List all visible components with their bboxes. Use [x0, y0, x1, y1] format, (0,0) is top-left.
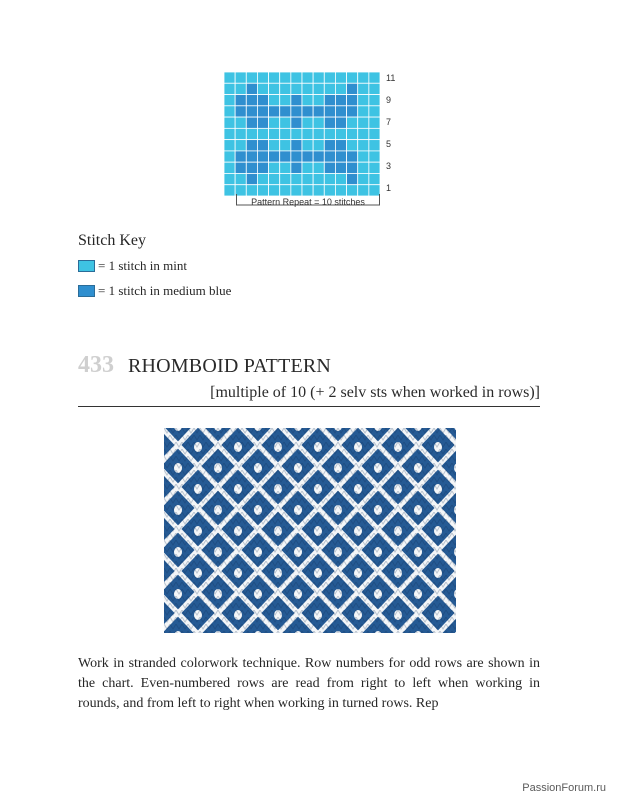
chart-cell-mint	[335, 72, 346, 83]
chart-cell-mint	[302, 117, 313, 128]
chart-cell-mint	[291, 173, 302, 184]
chart-cell-mint	[302, 72, 313, 83]
chart-cell-mint	[235, 173, 246, 184]
chart-cell-medium-blue	[347, 95, 358, 106]
chart-cell-mint	[269, 117, 280, 128]
chart-cell-medium-blue	[257, 117, 268, 128]
chart-cell-mint	[280, 72, 291, 83]
chart-cell-mint	[358, 95, 369, 106]
chart-cell-medium-blue	[235, 151, 246, 162]
chart-cell-medium-blue	[347, 173, 358, 184]
chart-cell-mint	[313, 162, 324, 173]
chart-cell-medium-blue	[347, 83, 358, 94]
chart-cell-mint	[224, 151, 235, 162]
chart-cell-medium-blue	[269, 151, 280, 162]
chart-cell-mint	[224, 83, 235, 94]
pattern-subtitle: [multiple of 10 (+ 2 selv sts when worked in rows)]	[210, 384, 540, 401]
chart-cell-mint	[269, 83, 280, 94]
chart-cell-mint	[291, 128, 302, 139]
chart-cell-medium-blue	[335, 151, 346, 162]
chart-cell-mint	[224, 106, 235, 117]
chart-cell-medium-blue	[257, 106, 268, 117]
chart-cell-medium-blue	[291, 95, 302, 106]
chart-cell-medium-blue	[324, 117, 335, 128]
chart-cell-mint	[235, 117, 246, 128]
chart-cell-medium-blue	[280, 106, 291, 117]
watermark: PassionForum.ru	[522, 782, 606, 794]
chart-cell-mint	[302, 128, 313, 139]
chart-cell-mint	[313, 117, 324, 128]
chart-cell-mint	[347, 128, 358, 139]
chart-cell-medium-blue	[291, 117, 302, 128]
chart-cell-medium-blue	[347, 151, 358, 162]
chart-cell-mint	[224, 128, 235, 139]
chart-cell-mint	[369, 151, 380, 162]
chart-cell-medium-blue	[291, 162, 302, 173]
chart-cell-mint	[235, 140, 246, 151]
instructions-paragraph: Work in stranded colorwork technique. Row numbers for odd rows are shown in the chart. Even-numbered rows are read from right to left when working in rounds, and from left to right when working in turned rows. Rep	[78, 656, 540, 711]
key-item-medium-blue	[78, 283, 231, 299]
chart-cell-mint	[224, 72, 235, 83]
chart-cell-medium-blue	[280, 151, 291, 162]
chart-cell-mint	[335, 128, 346, 139]
chart-cell-mint	[358, 162, 369, 173]
chart-cell-medium-blue	[246, 95, 257, 106]
chart-cell-mint	[257, 128, 268, 139]
chart-cell-medium-blue	[291, 151, 302, 162]
chart-cell-mint	[269, 173, 280, 184]
mint-swatch	[78, 260, 95, 272]
colorwork-chart	[224, 72, 380, 196]
chart-cell-medium-blue	[246, 106, 257, 117]
chart-cell-medium-blue	[257, 162, 268, 173]
chart-cell-mint	[369, 72, 380, 83]
chart-cell-medium-blue	[246, 83, 257, 94]
chart-cell-mint	[347, 72, 358, 83]
chart-cell-mint	[313, 83, 324, 94]
chart-cell-mint	[257, 173, 268, 184]
chart-cell-mint	[280, 117, 291, 128]
chart-cell-mint	[280, 95, 291, 106]
medium-blue-swatch	[78, 285, 95, 297]
chart-cell-mint	[291, 83, 302, 94]
chart-cell-medium-blue	[324, 140, 335, 151]
stitch-key-title: Stitch Key	[78, 232, 146, 249]
chart-cell-mint	[358, 151, 369, 162]
chart-cell-medium-blue	[291, 106, 302, 117]
row-number-7: 7	[386, 117, 392, 127]
chart-cell-mint	[335, 83, 346, 94]
chart-cell-mint	[246, 128, 257, 139]
chart-cell-medium-blue	[235, 95, 246, 106]
chart-cell-medium-blue	[246, 140, 257, 151]
chart-cell-medium-blue	[324, 106, 335, 117]
chart-cell-medium-blue	[246, 162, 257, 173]
chart-cell-mint	[369, 106, 380, 117]
chart-cell-medium-blue	[335, 140, 346, 151]
chart-cell-medium-blue	[257, 95, 268, 106]
chart-cell-medium-blue	[335, 162, 346, 173]
chart-cell-mint	[269, 162, 280, 173]
chart-cell-mint	[358, 140, 369, 151]
chart-cell-mint	[257, 83, 268, 94]
chart-cell-medium-blue	[235, 106, 246, 117]
chart-cell-mint	[224, 140, 235, 151]
chart-cell-mint	[358, 128, 369, 139]
chart-cell-mint	[369, 95, 380, 106]
chart-cell-medium-blue	[335, 117, 346, 128]
row-number-11: 11	[386, 73, 396, 83]
pattern-title: RHOMBOID PATTERN	[128, 355, 332, 377]
chart-cell-mint	[324, 173, 335, 184]
chart-cell-mint	[246, 72, 257, 83]
chart-cell-mint	[313, 128, 324, 139]
chart-cell-mint	[235, 83, 246, 94]
chart-cell-mint	[369, 83, 380, 94]
chart-cell-mint	[347, 117, 358, 128]
chart-cell-mint	[269, 128, 280, 139]
chart-cell-mint	[313, 95, 324, 106]
chart-cell-mint	[224, 173, 235, 184]
row-number-9: 9	[386, 95, 392, 105]
chart-cell-mint	[224, 95, 235, 106]
chart-cell-medium-blue	[257, 151, 268, 162]
chart-cell-mint	[269, 140, 280, 151]
chart-cell-mint	[302, 95, 313, 106]
row-number-1: 1	[386, 183, 392, 193]
chart-cell-mint	[302, 83, 313, 94]
chart-cell-mint	[324, 83, 335, 94]
chart-cell-mint	[358, 106, 369, 117]
chart-cell-mint	[280, 162, 291, 173]
chart-cell-medium-blue	[313, 106, 324, 117]
chart-cell-mint	[224, 185, 235, 196]
chart-cell-mint	[335, 173, 346, 184]
chart-cell-medium-blue	[347, 162, 358, 173]
chart-cell-medium-blue	[324, 162, 335, 173]
chart-cell-mint	[235, 72, 246, 83]
chart-cell-mint	[313, 72, 324, 83]
chart-cell-mint	[302, 140, 313, 151]
chart-cell-medium-blue	[246, 117, 257, 128]
chart-cell-mint	[313, 173, 324, 184]
chart-cell-medium-blue	[335, 106, 346, 117]
chart-cell-mint	[280, 173, 291, 184]
chart-cell-medium-blue	[335, 95, 346, 106]
chart-cell-medium-blue	[269, 106, 280, 117]
chart-cell-mint	[369, 140, 380, 151]
chart-cell-medium-blue	[324, 151, 335, 162]
chart-cell-mint	[269, 95, 280, 106]
chart-cell-mint	[313, 140, 324, 151]
chart-cell-mint	[302, 162, 313, 173]
chart-cell-mint	[302, 173, 313, 184]
pattern-number: 433	[78, 352, 114, 378]
chart-cell-mint	[369, 128, 380, 139]
chart-cell-mint	[224, 117, 235, 128]
chart-cell-mint	[269, 72, 280, 83]
chart-cell-mint	[280, 83, 291, 94]
chart-cell-medium-blue	[347, 106, 358, 117]
chart-cell-medium-blue	[313, 151, 324, 162]
chart-cell-medium-blue	[246, 151, 257, 162]
key-item-mint	[78, 258, 187, 274]
chart-cell-mint	[358, 83, 369, 94]
chart-cell-medium-blue	[246, 173, 257, 184]
chart-cell-mint	[224, 162, 235, 173]
key-label-mint: = 1 stitch in mint	[98, 258, 187, 273]
heading-rule	[78, 406, 540, 407]
chart-cell-mint	[358, 72, 369, 83]
pattern-repeat-label: Pattern Repeat = 10 stitches	[251, 197, 365, 207]
chart-cell-mint	[324, 72, 335, 83]
chart-cell-mint	[257, 72, 268, 83]
chart-cell-medium-blue	[324, 95, 335, 106]
key-label-medium-blue: = 1 stitch in medium blue	[98, 283, 232, 298]
chart-cell-mint	[369, 162, 380, 173]
chart-cell-mint	[235, 128, 246, 139]
chart-cell-medium-blue	[235, 162, 246, 173]
chart-cell-medium-blue	[291, 140, 302, 151]
chart-cell-mint	[324, 128, 335, 139]
chart-cell-mint	[358, 173, 369, 184]
chart-cell-medium-blue	[302, 106, 313, 117]
chart-cell-mint	[358, 117, 369, 128]
chart-cell-mint	[369, 117, 380, 128]
chart-cell-medium-blue	[302, 151, 313, 162]
chart-cell-medium-blue	[257, 140, 268, 151]
row-number-5: 5	[386, 139, 392, 149]
chart-cell-mint	[280, 140, 291, 151]
chart-cell-mint	[347, 140, 358, 151]
chart-cell-mint	[280, 128, 291, 139]
row-number-3: 3	[386, 161, 392, 171]
knitted-swatch-photo	[164, 428, 456, 633]
chart-cell-mint	[369, 173, 380, 184]
chart-cell-mint	[291, 72, 302, 83]
